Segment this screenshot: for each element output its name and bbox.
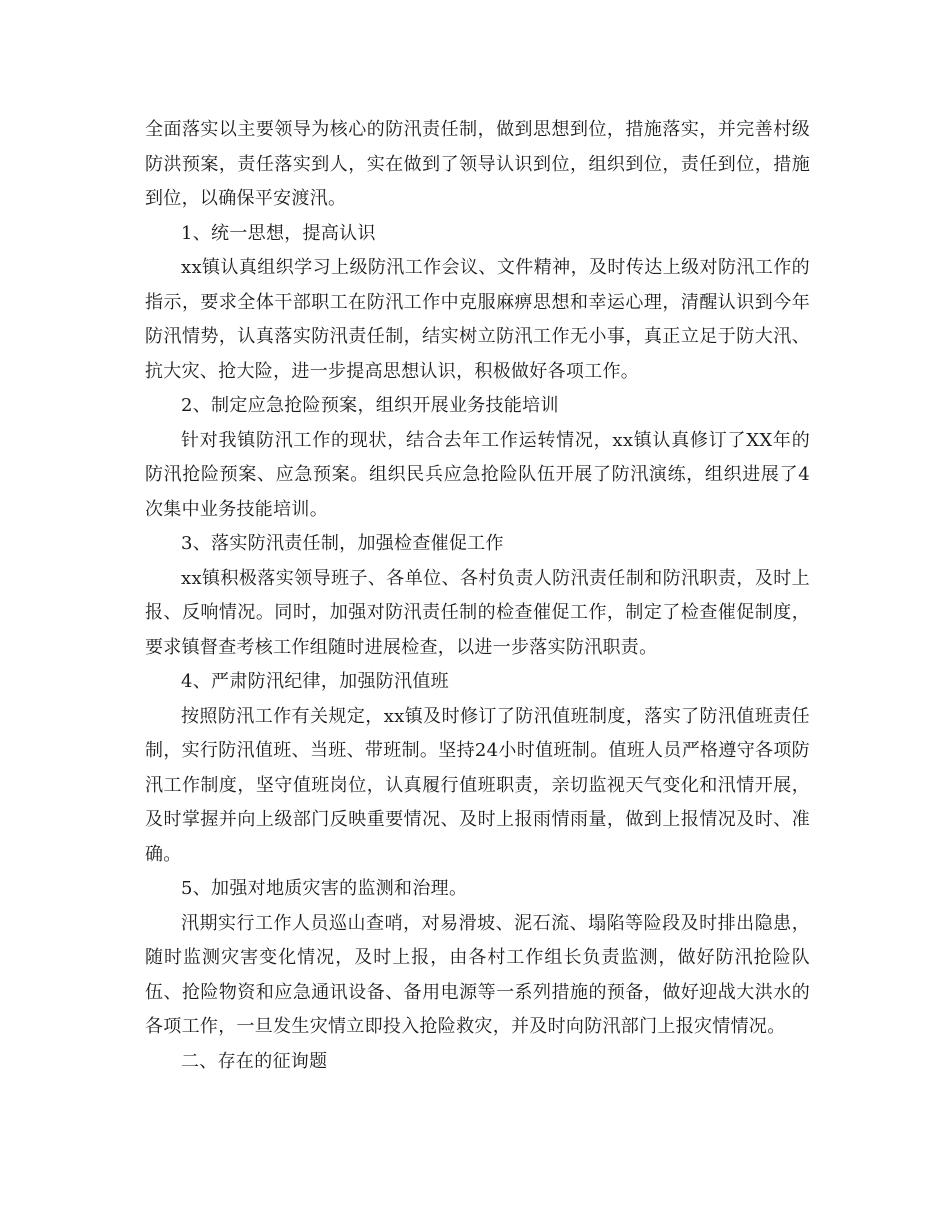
section-heading-3: 3、落实防汛责任制，加强检查催促工作 — [181, 533, 504, 554]
section-heading-5: 5、加强对地质灾害的监测和治理。 — [181, 878, 468, 899]
section-heading-problems: 二、存在的征询题 — [181, 1050, 328, 1072]
section-heading-2: 2、制定应急抢险预案，组织开展业务技能培训 — [181, 395, 559, 416]
paragraph-section-4: 按照防汛工作有关规定，xx镇及时修订了防汛值班制度，落实了防汛值班责任制，实行防汛值班、当班、带班制。坚持24小时值班制。值班人员严格遵守各项防汛工作制度，坚守值班岗位，认真履行值班职责，亲切监视天气变化和汛情开展，及时掌握并向上级部门反映重要情况、及时上报雨情雨量，做到上报情况及时、准确。 — [145, 705, 810, 865]
section-heading-4: 4、严肃防汛纪律，加强防汛值班 — [181, 671, 449, 692]
paragraph-section-1: xx镇认真组织学习上级防汛工作会议、文件精神，及时传达上级对防汛工作的指示，要求全体干部职工在防汛工作中克服麻痹思想和幸运心理，清醒认识到今年防汛情势，认真落实防汛责任制，结实树立防汛工作无小事，真正立足于防大汛、抗大灾、抢大险，进一步提高思想认识，积极做好各项工作。 — [145, 257, 810, 382]
paragraph-section-3: xx镇积极落实领导班子、各单位、各村负责人防汛责任制和防汛职责，及时上报、反响情况。同时，加强对防汛责任制的检查催促工作，制定了检查催促制度，要求镇督查考核工作组随时进展检查，以进一步落实防汛职责。 — [145, 567, 810, 658]
paragraph-section-2: 针对我镇防汛工作的现状，结合去年工作运转情况，xx镇认真修订了XX年的防汛抢险预案、应急预案。组织民兵应急抢险队伍开展了防汛演练，组织进展了4次集中业务技能培训。 — [145, 429, 810, 520]
paragraph-intro-continuation: 全面落实以主要领导为核心的防汛责任制，做到思想到位，措施落实，并完善村级防洪预案，责任落实到人，实在做到了领导认识到位，组织到位，责任到位，措施到位，以确保平安渡汛。 — [145, 119, 810, 209]
section-heading-1: 1、统一思想，提高认识 — [181, 222, 376, 244]
document-body — [145, 113, 810, 1079]
paragraph-section-5: 汛期实行工作人员巡山查哨，对易滑坡、泥石流、塌陷等险段及时排出隐患，随时监测灾害变化情况，及时上报，由各村工作组长负责监测，做好防汛抢险队伍、抢险物资和应急通讯设备、备用电源等一系列措施的预备，做好迎战大洪水的各项工作，一旦发生灾情立即投入抢险救灾，并及时向防汛部门上报灾情情况。 — [145, 912, 810, 1037]
